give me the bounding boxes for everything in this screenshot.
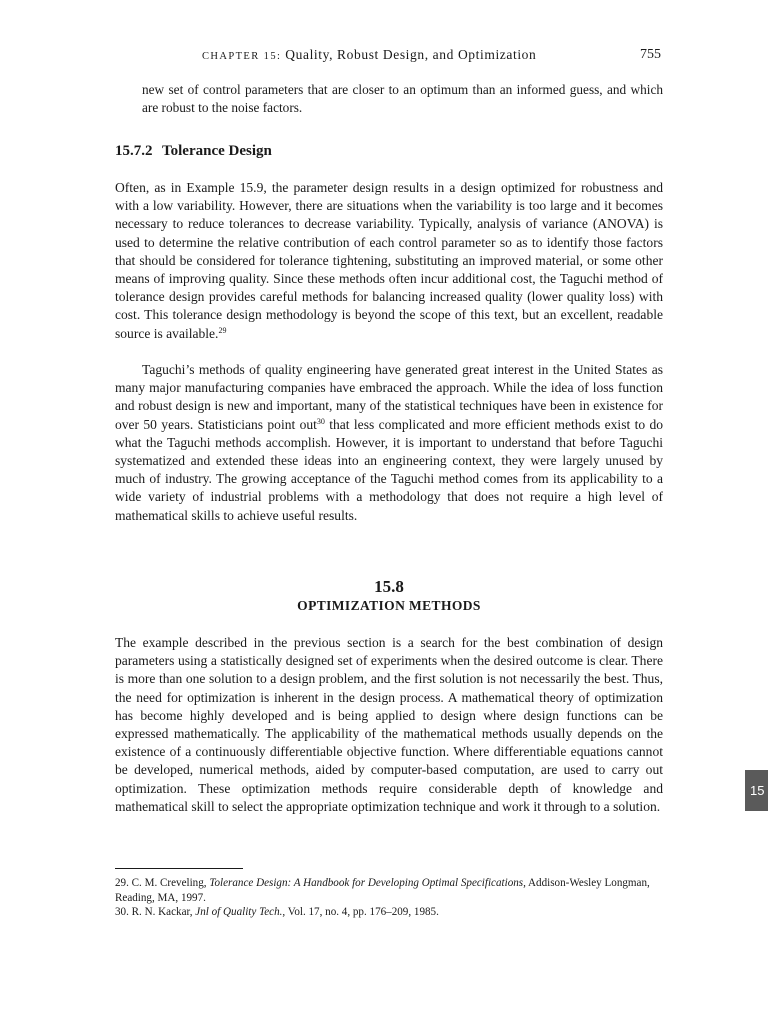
footnote-number: 29. xyxy=(115,877,129,889)
chapter-label: CHAPTER 15: xyxy=(202,51,282,62)
paragraph-text-before: Taguchi’s methods of quality engineering have generated great interest in the United States as many major manufacturing companies have embraced the approach. While the idea of loss function and robust design is new and important, many of the statistical techniques have been in existence for over 50 years. Statisticians point out xyxy=(115,362,663,432)
page-number: 755 xyxy=(640,47,661,62)
subsection-title: Tolerance Design xyxy=(161,143,272,159)
running-header xyxy=(115,47,663,67)
footnotes xyxy=(115,876,663,920)
footnote-details: Addison-Wesley Longman, Reading, MA, 1997. xyxy=(115,877,650,904)
footnote-work: Tolerance Design: A Handbook for Developing Optimal Specifications, xyxy=(209,877,526,889)
footnote-30 xyxy=(115,905,663,920)
continued-quote: new set of control parameters that are closer to an optimum than an informed guess, and which are robust to the noise factors. xyxy=(142,82,663,115)
footnote-author: C. M. Creveling, xyxy=(131,877,207,889)
paragraph-tolerance-design xyxy=(115,179,663,343)
footnote-work: Jnl of Quality Tech., xyxy=(195,906,286,918)
footnote-number: 30. xyxy=(115,906,129,918)
footnote-ref-29[interactable]: 29 xyxy=(218,325,227,335)
footnote-details: Vol. 17, no. 4, pp. 176–209, 1985. xyxy=(287,906,439,918)
paragraph-taguchi-methods xyxy=(115,361,663,525)
footnote-ref-30[interactable]: 30 xyxy=(316,416,325,426)
paragraph-text: The example described in the previous section is a search for the best combination of design parameters using a statistically designed set of experiments when the desired outcome is clear. There is more than one solution to a design problem, and the first solution is not necessarily the best. Thus, the need for optimization is inherent in the design process. A mathematical theory of optimization has become highly developed and is being applied to design where design functions can be expressed mathematically. The applicability of the mathematical methods usually depends on the existence of a continuously differentiable objective function. Where differentiable equations cannot be developed, numerical methods, aided by computer-based computation, are used to carry out optimization. These optimization methods require considerable depth of knowledge and mathematical skill to select the appropriate optimization technique and work it through to a solution. xyxy=(115,635,663,814)
footnote-author: R. N. Kackar, xyxy=(131,906,193,918)
running-header-title xyxy=(202,47,536,63)
chapter-thumb-tab: 15 xyxy=(745,770,768,811)
footnote-divider xyxy=(115,868,243,869)
paragraph-text: Often, as in Example 15.9, the parameter design results in a design optimized for robustness and with a low variability. However, there are situations when the variability is too large and it becomes necessary to reduce tolerances to decrease variability. Typically, analysis of variance (ANOVA) is used to determine the relative contribution of each control parameter so as to identify those factors that should be considered for tolerance tightening, substituting an improved material, or some other means of improving quality. Since these methods often incur additional cost, the Taguchi method of tolerance design provides careful methods for balancing increased quality (lower quality loss) with cost. This tolerance design methodology is beyond the scope of this text, but an excellent, readable source is available. xyxy=(115,180,663,341)
chapter-title: Quality, Robust Design, and Optimization xyxy=(285,47,537,62)
section-title: OPTIMIZATION METHODS xyxy=(297,598,481,613)
subsection-heading xyxy=(115,143,272,160)
footnote-29 xyxy=(115,876,663,905)
paragraph-optimization-methods xyxy=(115,634,663,816)
subsection-number: 15.7.2 xyxy=(115,143,153,159)
section-number: 15.8 xyxy=(374,577,404,596)
paragraph-text-after: that less complicated and more efficient methods exist to do what the Taguchi methods accomplish. However, it is important to understand that before Taguchi systematized and extended these ideas into an engineering context, they were largely unused by much of industry. The growing acceptance of the Taguchi method comes from its applicability to a wide variety of industrial problems with a methodology that does not require a high level of mathematical skills to achieve useful results. xyxy=(115,416,663,523)
